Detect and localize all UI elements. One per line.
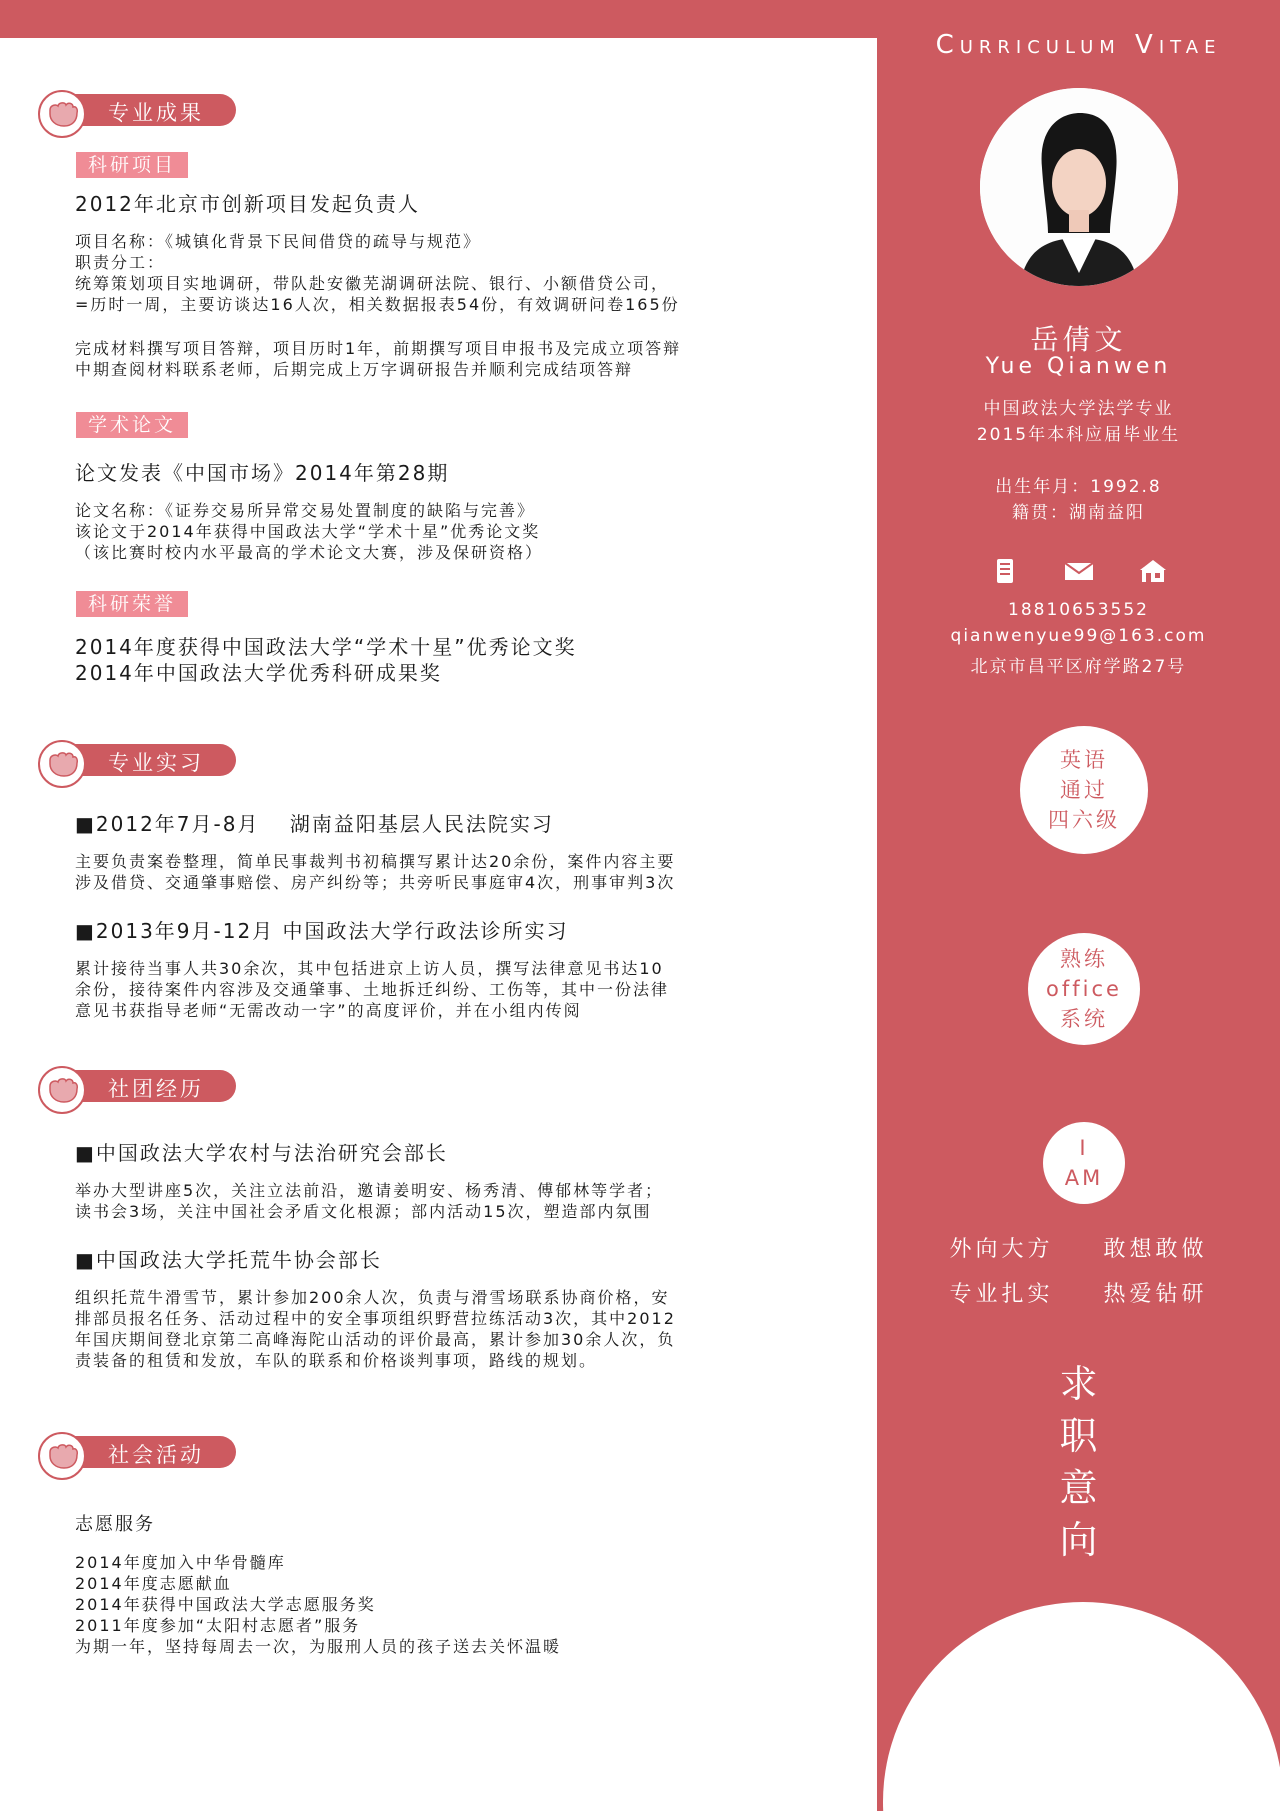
mail-icon [1064,558,1094,584]
research-heading: 2012年北京市创新项目发起负责人 [75,192,420,216]
email-address: qianwenyue99@163.com [950,626,1207,646]
text-line: （该比赛时校内水平最高的学术论文大赛，涉及保研资格） [75,543,544,562]
text-line: 组织托荒牛滑雪节，累计参加200余人次，负责与滑雪场联系协商价格，安 [75,1288,670,1307]
sidebar [877,0,1280,1811]
birth-line: 出生年月：1992.8 [995,477,1162,497]
text-line: 2014年度志愿献血 [75,1574,232,1593]
paper-heading: 论文发表《中国市场》2014年第28期 [75,461,450,485]
intent-char: 意 [1059,1466,1098,1510]
volunteer-details [75,1552,561,1657]
fist-icon [38,740,86,788]
club-1-heading: ■中国政法大学农村与法治研究会部长 [75,1141,448,1165]
home-address: 北京市昌平区府学路27号 [970,657,1187,677]
english-badge [1020,726,1148,854]
profile-photo [980,88,1178,286]
badge-line: I [1079,1136,1089,1160]
badge-line: 系统 [1060,1007,1108,1031]
office-badge [1028,933,1140,1045]
club-2-details [75,1287,676,1371]
decorative-circle [883,1602,1280,1811]
text-line: 2014年度加入中华骨髓库 [75,1553,286,1572]
name-chinese: 岳倩文 [1030,323,1127,356]
trait: 外向大方 [949,1237,1054,1262]
section-header-social [38,1432,202,1472]
text-line: 论文名称：《证券交易所异常交易处置制度的缺陷与完善》 [75,501,536,520]
internship-1-details [75,851,675,893]
intent-char: 职 [1059,1414,1098,1458]
research-details-2 [75,338,681,380]
text-line: 读书会3场，关注中国社会矛盾文化根源；部内活动15次，塑造部内氛围 [75,1202,652,1221]
text-line: 统筹策划项目实地调研，带队赴安徽芜湖调研法院、银行、小额借贷公司， [75,274,670,293]
trait: 敢想敢做 [1103,1237,1208,1262]
text-line: 涉及借贷、交通肇事赔偿、房产纠纷等；共旁听民事庭审4次，刑事审判3次 [75,873,676,892]
text-line: 排部员报名任务、活动过程中的安全事项组织野营拉练活动3次，其中2012 [75,1309,676,1328]
traits [877,1232,1280,1322]
home-icon [1138,558,1168,584]
paper-details [75,500,543,563]
badge-line: 通过 [1060,778,1108,802]
internship-2-details [75,958,669,1021]
fist-icon [38,90,86,138]
volunteer-heading: 志愿服务 [75,1514,155,1535]
text-line: 为期一年，坚持每周去一次，为服刑人员的孩子送去关怀温暖 [75,1637,562,1656]
internship-1-heading: ■2012年7月-8月 湖南益阳基层人民法院实习 [75,812,554,836]
intent-char: 向 [1059,1518,1098,1562]
text-line: 2014年度获得中国政法大学“学术十星”优秀论文奖 [75,635,577,659]
trait: 热爱钻研 [1103,1282,1208,1307]
research-details [75,231,680,315]
badge-line: 英语 [1060,748,1108,772]
contact-icons [877,558,1280,584]
section-title: 专业成果 [108,101,204,125]
text-line: 主要负责案卷整理，简单民事裁判书初稿撰写累计达20余份，案件内容主要 [75,852,676,871]
phone-number: 18810653552 [1008,600,1149,620]
club-1-details [75,1180,663,1222]
hometown-line: 籍贯：湖南益阳 [1012,503,1145,523]
tag-research-project: 科研项目 [76,152,188,178]
job-intention [877,1358,1280,1566]
trait: 专业扎实 [949,1282,1054,1307]
section-title: 社团经历 [108,1077,204,1101]
text-line: 意见书获指导老师“无需改动一字”的高度评价，并在小组内传阅 [75,1001,582,1020]
text-line: 余份，接待案件内容涉及交通肇事、土地拆迁纠纷、工伤等，其中一份法律 [75,980,670,999]
text-line: 2014年获得中国政法大学志愿服务奖 [75,1595,376,1614]
tag-research-honor: 科研荣誉 [76,591,188,617]
fist-icon [38,1432,86,1480]
intent-char: 求 [1059,1362,1098,1406]
section-header-clubs [38,1066,202,1106]
fist-icon [38,1066,86,1114]
text-line: 中期查阅材料联系老师，后期完成上万字调研报告并顺利完成结项答辩 [75,360,634,379]
text-line: 完成材料撰写项目答辩，项目历时1年，前期撰写项目申报书及完成立项答辩 [75,339,682,358]
tag-academic-paper: 学术论文 [76,412,188,438]
cv-title: Curriculum Vitae [935,30,1222,60]
text-line: =历时一周，主要访谈达16人次，相关数据报表54份，有效调研问卷165份 [75,295,680,314]
section-header-internship [38,740,202,780]
honor-list [75,634,577,686]
text-line: 2011年度参加“太阳村志愿者”服务 [75,1616,361,1635]
text-line: 责装备的租赁和发放，车队的联系和价格谈判事项，路线的规划。 [75,1351,598,1370]
text-line: 举办大型讲座5次，关注立法前沿，邀请姜明安、杨秀清、傅郁林等学者； [75,1181,664,1200]
badge-line: 熟练 [1060,947,1108,971]
text-line: 职责分工： [75,253,166,272]
internship-2-heading: ■2013年9月-12月 中国政法大学行政法诊所实习 [75,919,569,943]
badge-line: office [1046,977,1122,1001]
school-line: 中国政法大学法学专业 [983,399,1174,419]
badge-line: 四六级 [1048,808,1120,832]
section-header-achievements [38,90,202,130]
text-line: 项目名称：《城镇化背景下民间借贷的疏导与规范》 [75,232,482,251]
graduation-line: 2015年本科应届毕业生 [976,425,1181,445]
text-line: 该论文于2014年获得中国政法大学“学术十星”优秀论文奖 [75,522,541,541]
text-line: 年国庆期间登北京第二高峰海陀山活动的评价最高，累计参加30余人次，负 [75,1330,676,1349]
club-2-heading: ■中国政法大学托荒牛协会部长 [75,1248,382,1272]
name-english: Yue Qianwen [985,354,1172,379]
badge-line: AM [1064,1166,1104,1190]
section-title: 专业实习 [108,751,204,775]
text-line: 累计接待当事人共30余次，其中包括进京上访人员，撰写法律意见书达10 [75,959,664,978]
section-title: 社会活动 [108,1443,204,1467]
phone-icon [990,558,1020,584]
text-line: 2014年中国政法大学优秀科研成果奖 [75,661,442,685]
i-am-badge [1043,1122,1125,1204]
